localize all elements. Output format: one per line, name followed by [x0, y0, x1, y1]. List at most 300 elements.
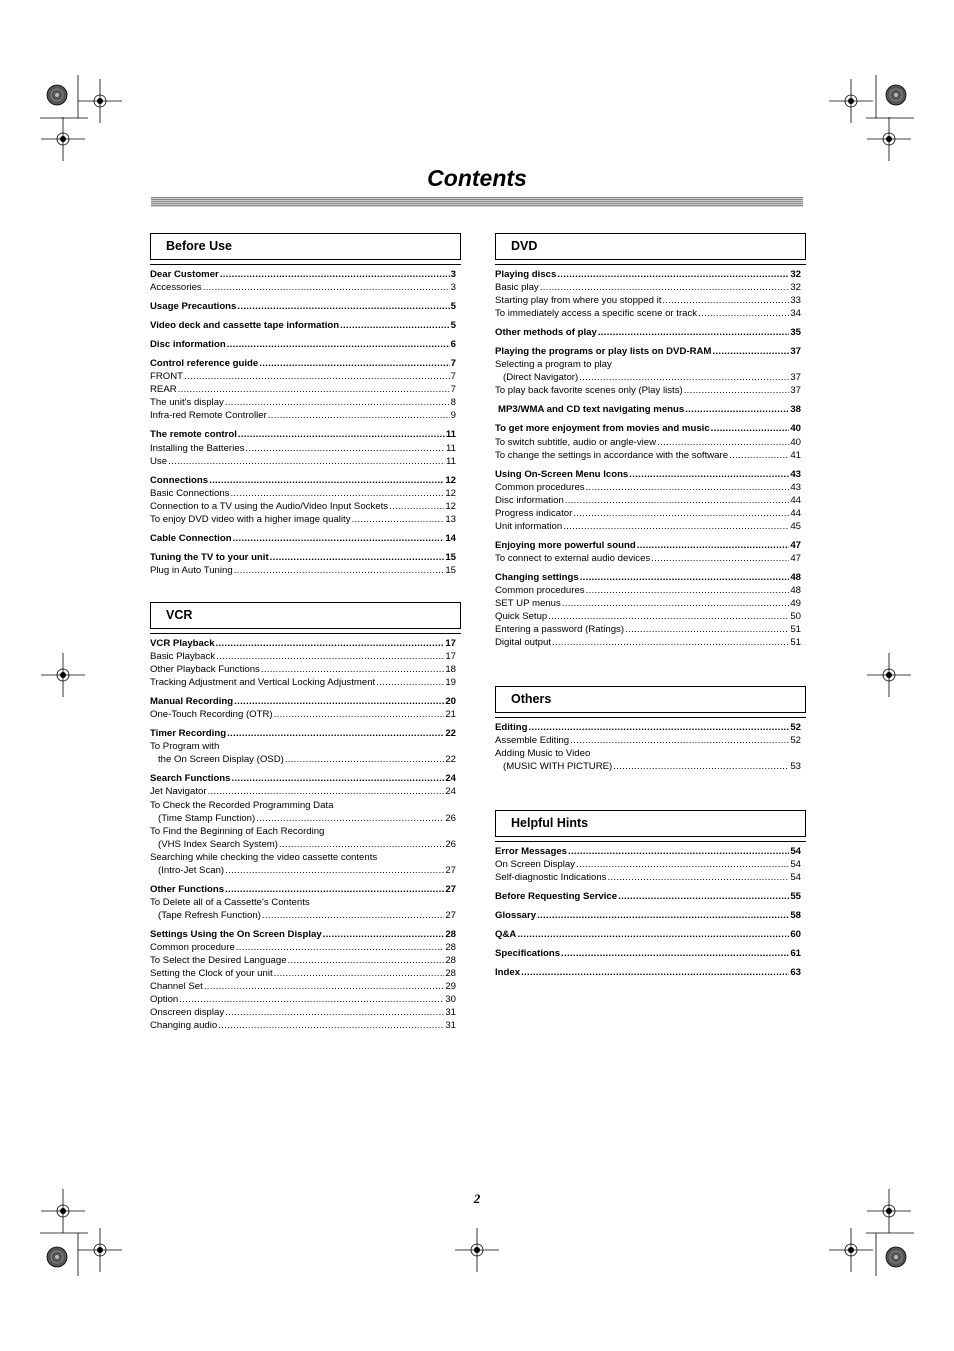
toc-page-number: 63	[790, 967, 801, 979]
toc-entry	[150, 838, 456, 851]
dot-leader	[225, 864, 444, 877]
toc-page-number: 11	[445, 429, 456, 441]
page-title: Contents	[427, 165, 527, 191]
toc-entry	[495, 507, 801, 520]
toc-entry-text: Adding Music to Video	[495, 748, 591, 760]
dot-leader	[259, 357, 449, 370]
dot-leader	[698, 307, 789, 320]
section-before-use	[150, 233, 461, 583]
toc-entry-title: Use	[150, 455, 168, 467]
dot-leader	[557, 268, 789, 281]
toc-group	[150, 428, 456, 467]
toc-page-number: 26	[445, 838, 456, 850]
toc-group	[150, 727, 456, 766]
toc-page-number: 32	[790, 282, 801, 294]
toc-entry-title: (Tape Refresh Function)	[158, 909, 261, 921]
toc-entry-title: Playing the programs or play lists on DVD-RAM	[495, 346, 712, 358]
toc-page-number: 7	[450, 384, 456, 396]
dot-leader	[657, 436, 789, 449]
dot-leader	[565, 494, 790, 507]
toc-heading-entry	[495, 909, 801, 922]
toc-entry-title: Changing audio	[150, 1020, 218, 1032]
section-rule	[150, 264, 461, 265]
dot-leader	[285, 753, 444, 766]
toc-entry-title: To change the settings in accordance with the software	[495, 449, 729, 461]
toc-page-number: 43	[790, 481, 801, 493]
toc-heading-entry	[495, 947, 801, 960]
dot-leader	[711, 422, 790, 435]
toc-group	[150, 532, 456, 545]
toc-heading-entry	[495, 468, 801, 481]
toc-entries	[150, 637, 456, 1032]
toc-heading-entry	[495, 268, 801, 281]
toc-page-number: 54	[790, 859, 801, 871]
dot-leader	[216, 637, 445, 650]
toc-entry-title: Common procedures	[495, 481, 585, 493]
toc-page-number: 34	[790, 308, 801, 320]
dot-leader	[376, 676, 444, 689]
toc-entries	[495, 268, 801, 649]
dot-leader	[204, 980, 445, 993]
toc-entry	[495, 384, 801, 397]
toc-entry	[150, 954, 456, 967]
toc-entry	[150, 753, 456, 766]
dot-leader	[613, 760, 789, 773]
toc-entry-title: Disc information	[150, 339, 226, 351]
dot-leader	[729, 449, 789, 462]
dot-leader	[568, 845, 789, 858]
dot-leader	[323, 928, 445, 941]
dot-leader	[179, 993, 444, 1006]
toc-entry-title: To immediately access a specific scene or track	[495, 308, 698, 320]
toc-entry-title: The remote control	[150, 429, 237, 441]
dot-leader	[216, 650, 444, 663]
toc-page-number: 22	[445, 754, 456, 766]
toc-entry-title: REAR	[150, 384, 177, 396]
toc-group	[495, 947, 801, 960]
dot-leader	[389, 500, 444, 513]
toc-entry	[150, 442, 456, 455]
dot-leader	[220, 268, 450, 281]
toc-heading-entry	[150, 695, 456, 708]
toc-entry-title: Basic Playback	[150, 651, 216, 663]
dot-leader	[209, 474, 444, 487]
toc-entry-title: Basic Connections	[150, 487, 230, 499]
dot-leader	[540, 281, 790, 294]
toc-page-number: 40	[790, 423, 801, 435]
section-others	[495, 686, 806, 779]
toc-page-number: 60	[790, 929, 801, 941]
toc-entry-title: Editing	[495, 722, 528, 733]
dot-leader	[225, 883, 444, 896]
dot-leader	[218, 1019, 444, 1032]
toc-entry	[150, 409, 456, 422]
toc-entry-title: Option	[150, 994, 179, 1006]
toc-page-number: 11	[446, 442, 456, 454]
dot-leader	[561, 947, 789, 960]
toc-entry-title: Changing settings	[495, 571, 579, 583]
toc-entry	[495, 636, 801, 649]
dot-leader	[227, 338, 450, 351]
dot-leader	[586, 481, 790, 494]
dot-leader	[225, 1006, 444, 1019]
dot-leader	[625, 623, 789, 636]
toc-entry	[495, 307, 801, 320]
toc-entry-title: Settings Using the On Screen Display	[150, 928, 322, 940]
toc-page-number: 14	[445, 532, 456, 544]
toc-page-number: 51	[790, 637, 801, 649]
toc-page-number: 27	[445, 864, 456, 876]
toc-entry-title: Control reference guide	[150, 358, 259, 370]
toc-page-number: 15	[445, 551, 456, 563]
toc-entries	[495, 845, 801, 979]
toc-page-number: 54	[790, 872, 801, 884]
toc-entry	[495, 597, 801, 610]
toc-group	[495, 422, 801, 461]
toc-page-number: 28	[445, 968, 456, 980]
dot-leader	[352, 513, 445, 526]
toc-entry	[150, 663, 456, 676]
toc-page-number: 35	[790, 327, 801, 339]
toc-page-number: 21	[445, 709, 456, 721]
toc-page-number: 37	[790, 372, 801, 384]
toc-entry-title: Entering a password (Ratings)	[495, 624, 625, 636]
toc-entry-title: MP3/WMA and CD text navigating menus	[498, 404, 685, 416]
toc-entry-title: Index	[495, 967, 521, 979]
toc-page-number: 40	[790, 436, 801, 448]
dot-leader	[237, 300, 449, 313]
dot-leader	[225, 396, 450, 409]
dot-leader	[576, 858, 789, 871]
toc-heading-entry	[495, 326, 801, 339]
toc-entry-text: To Delete all of a Cassette's Contents	[150, 896, 310, 908]
dot-leader	[517, 928, 789, 941]
toc-entry	[150, 812, 456, 825]
toc-entry-title: VCR Playback	[150, 638, 215, 649]
dot-leader	[288, 954, 445, 967]
toc-entry-title: Tuning the TV to your unit	[150, 551, 269, 563]
section-dvd	[495, 233, 806, 655]
toc-entry	[150, 455, 456, 468]
toc-page-number: 27	[445, 883, 456, 895]
toc-entry	[495, 294, 801, 307]
section-heading: DVD	[495, 233, 806, 260]
toc-entry-title: (MUSIC WITH PICTURE)	[503, 761, 613, 773]
toc-entry-title: Common procedures	[495, 584, 585, 596]
toc-entry	[150, 370, 456, 383]
dot-leader	[712, 345, 789, 358]
toc-entry-title: Accessories	[150, 282, 202, 294]
toc-entry-title: Using On-Screen Menu Icons	[495, 468, 629, 480]
dot-leader	[637, 539, 790, 552]
toc-entry-title: FRONT	[150, 371, 184, 383]
toc-group	[495, 268, 801, 320]
toc-page-number: 44	[790, 494, 801, 506]
toc-group	[150, 883, 456, 922]
toc-group	[150, 319, 456, 332]
toc-entry-text: To Find the Beginning of Each Recording	[150, 825, 325, 837]
dot-leader	[562, 597, 790, 610]
toc-page-number: 50	[790, 611, 801, 623]
section-heading: Before Use	[150, 233, 461, 260]
toc-group	[150, 474, 456, 526]
dot-leader	[548, 610, 789, 623]
toc-page-number: 19	[445, 677, 456, 689]
toc-page-number: 29	[445, 981, 456, 993]
toc-entry	[150, 864, 456, 877]
toc-heading-entry	[150, 883, 456, 896]
toc-entry-title: To enjoy DVD video with a higher image quality	[150, 513, 351, 525]
dot-leader	[236, 941, 445, 954]
toc-group	[150, 772, 456, 876]
toc-entry	[495, 371, 801, 384]
toc-heading-entry	[150, 532, 456, 545]
toc-page-number: 27	[445, 909, 456, 921]
title-underline-bar	[151, 197, 803, 207]
toc-page-number: 43	[790, 468, 801, 480]
toc-group	[150, 637, 456, 689]
toc-page-number: 47	[790, 539, 801, 551]
toc-entry-title: (VHS Index Search System)	[158, 838, 278, 850]
toc-entry	[495, 494, 801, 507]
toc-page-number: 48	[790, 584, 801, 596]
toc-entry-title: Q&A	[495, 929, 517, 941]
toc-page-number: 28	[445, 955, 456, 967]
toc-group	[150, 357, 456, 422]
toc-entry	[495, 449, 801, 462]
toc-page-number: 17	[445, 638, 456, 649]
section-heading: Others	[495, 686, 806, 713]
toc-page-number: 53	[790, 761, 801, 773]
toc-heading-entry	[150, 428, 456, 441]
toc-heading-entry	[150, 319, 456, 332]
toc-entry	[495, 623, 801, 636]
toc-group	[495, 468, 801, 533]
section-helpful-hints	[495, 810, 806, 985]
dot-leader	[234, 695, 444, 708]
toc-entry-title: Common procedure	[150, 941, 235, 953]
toc-entry-title: (Direct Navigator)	[503, 372, 579, 384]
toc-entry-title: Other methods of play	[495, 327, 597, 339]
toc-heading-entry	[150, 268, 456, 281]
toc-group	[495, 345, 801, 397]
toc-group	[495, 966, 801, 979]
toc-page-number: 24	[445, 773, 456, 785]
toc-entry-title: To Select the Desired Language	[150, 955, 287, 967]
dot-leader	[178, 383, 450, 396]
toc-page-number: 41	[790, 449, 801, 461]
toc-page-number: 5	[450, 320, 456, 332]
dot-leader	[563, 520, 789, 533]
toc-entry	[150, 909, 456, 922]
toc-entry-title: The unit's display	[150, 397, 224, 409]
dot-leader	[579, 371, 789, 384]
toc-heading-entry	[495, 928, 801, 941]
toc-page-number: 37	[790, 346, 801, 358]
toc-entry-title: Channel Set	[150, 981, 203, 993]
toc-entry	[150, 487, 456, 500]
dot-leader	[629, 468, 789, 481]
toc-page-number: 6	[450, 339, 456, 351]
toc-page-number: 12	[445, 500, 456, 512]
toc-entry-title: Timer Recording	[150, 728, 227, 740]
toc-heading-entry	[495, 403, 801, 416]
toc-page-number: 12	[445, 474, 456, 486]
toc-entry	[495, 858, 801, 871]
toc-entry-title: Setting the Clock of your unit	[150, 968, 273, 980]
toc-page-number: 31	[445, 1007, 456, 1019]
toc-entry	[150, 676, 456, 689]
dot-leader	[618, 890, 789, 903]
toc-heading-entry	[150, 338, 456, 351]
toc-page-number: 11	[446, 455, 456, 467]
toc-group	[150, 338, 456, 351]
toc-heading-entry	[150, 727, 456, 740]
dot-leader	[238, 428, 445, 441]
section-rule	[495, 841, 806, 842]
dot-leader	[230, 487, 444, 500]
toc-entries	[495, 721, 801, 773]
dot-leader	[274, 708, 445, 721]
toc-page-number: 44	[790, 507, 801, 519]
dot-leader	[227, 727, 444, 740]
dot-leader	[268, 409, 450, 422]
toc-heading-entry	[150, 928, 456, 941]
dot-leader	[203, 281, 450, 294]
toc-entry-title: On Screen Display	[495, 859, 575, 871]
toc-heading-entry	[150, 357, 456, 370]
dot-leader	[261, 663, 444, 676]
toc-entry	[150, 993, 456, 1006]
toc-page-number: 55	[790, 891, 801, 903]
toc-group	[150, 928, 456, 1032]
toc-heading-entry	[150, 637, 456, 650]
toc-entry	[495, 760, 801, 773]
toc-group	[495, 890, 801, 903]
toc-group	[495, 909, 801, 922]
toc-group	[150, 300, 456, 313]
section-heading: Helpful Hints	[495, 810, 806, 837]
toc-entry-title: Onscreen display	[150, 1007, 225, 1019]
toc-entry-title: Plug in Auto Tuning	[150, 564, 233, 576]
dot-leader	[570, 734, 789, 747]
toc-entry-title: Other Functions	[150, 883, 225, 895]
toc-page-number: 20	[445, 696, 456, 708]
toc-entry-title: Digital output	[495, 637, 551, 649]
toc-group	[495, 539, 801, 565]
toc-page-number: 15	[445, 564, 456, 576]
toc-entry	[150, 513, 456, 526]
toc-entry-title: Other Playback Functions	[150, 664, 260, 676]
page-number: 2	[473, 1191, 481, 1206]
section-vcr	[150, 602, 461, 1038]
toc-entry-title: Assemble Editing	[495, 735, 570, 747]
toc-entry-title: Specifications	[495, 948, 561, 960]
toc-entry	[150, 396, 456, 409]
toc-entry	[150, 967, 456, 980]
toc-entry-title: Self-diagnostic Indications	[495, 872, 607, 884]
toc-page-number: 45	[790, 520, 801, 532]
dot-leader	[573, 507, 789, 520]
toc-entry-title: Dear Customer	[150, 269, 219, 280]
toc-entry	[150, 708, 456, 721]
toc-entry-title: Enjoying more powerful sound	[495, 539, 636, 551]
toc-heading-entry	[495, 539, 801, 552]
toc-entry-text: Selecting a program to play	[495, 359, 612, 371]
toc-entry-title: Playing discs	[495, 269, 557, 280]
toc-entry	[150, 564, 456, 577]
dot-leader	[651, 552, 789, 565]
toc-page-number: 49	[790, 598, 801, 610]
dot-leader	[552, 636, 789, 649]
toc-page-number: 3	[450, 269, 456, 280]
toc-heading-entry	[150, 300, 456, 313]
dot-leader	[529, 721, 790, 734]
dot-leader	[279, 838, 444, 851]
toc-page-number: 17	[445, 651, 456, 663]
toc-entry-title: To get more enjoyment from movies and music	[495, 423, 710, 435]
toc-entry-title: (Intro-Jet Scan)	[158, 864, 225, 876]
toc-entry	[495, 436, 801, 449]
toc-page-number: 7	[450, 358, 456, 370]
toc-page-number: 61	[790, 948, 801, 960]
toc-page-number: 3	[450, 282, 456, 294]
dot-leader	[270, 551, 445, 564]
section-rule	[495, 264, 806, 265]
toc-page-number: 54	[790, 846, 801, 857]
toc-entry	[150, 1006, 456, 1019]
toc-entry-title: Basic play	[495, 282, 539, 294]
toc-entry-title: Video deck and cassette tape information	[150, 320, 340, 332]
toc-entry-title: Starting play from where you stopped it	[495, 295, 662, 307]
toc-page-number: 33	[790, 295, 801, 307]
toc-entry	[495, 481, 801, 494]
toc-entry-text: To Check the Recorded Programming Data	[150, 799, 334, 811]
toc-group	[495, 326, 801, 339]
toc-entry-title: To play back favorite scenes only (Play lists)	[495, 385, 683, 397]
toc-page-number: 30	[445, 994, 456, 1006]
dot-leader	[580, 571, 790, 584]
toc-entry-text: Searching while checking the video cassette contents	[150, 851, 378, 863]
toc-entry-title: Installing the Batteries	[150, 442, 245, 454]
toc-entry	[495, 871, 801, 884]
toc-entry-title: Manual Recording	[150, 696, 234, 708]
toc-page-number: 47	[790, 552, 801, 564]
toc-entry	[150, 980, 456, 993]
toc-entry	[150, 383, 456, 396]
dot-leader	[232, 772, 445, 785]
toc-entry	[150, 281, 456, 294]
toc-page-number: 58	[790, 910, 801, 922]
toc-page-number: 5	[450, 301, 456, 313]
toc-entry-title: Cable Connection	[150, 532, 232, 544]
toc-heading-entry	[495, 422, 801, 435]
toc-page-number: 26	[445, 812, 456, 824]
dot-leader	[262, 909, 444, 922]
toc-page-number: 48	[790, 571, 801, 583]
toc-page-number: 12	[445, 487, 456, 499]
dot-leader	[234, 564, 445, 577]
toc-heading-entry	[495, 345, 801, 358]
dot-leader	[233, 532, 445, 545]
toc-entry-title: the On Screen Display (OSD)	[158, 754, 284, 766]
dot-leader	[274, 967, 445, 980]
section-heading: VCR	[150, 602, 461, 629]
section-rule	[150, 633, 461, 634]
toc-heading-entry	[495, 845, 801, 858]
toc-entry	[150, 785, 456, 798]
toc-group	[495, 845, 801, 884]
